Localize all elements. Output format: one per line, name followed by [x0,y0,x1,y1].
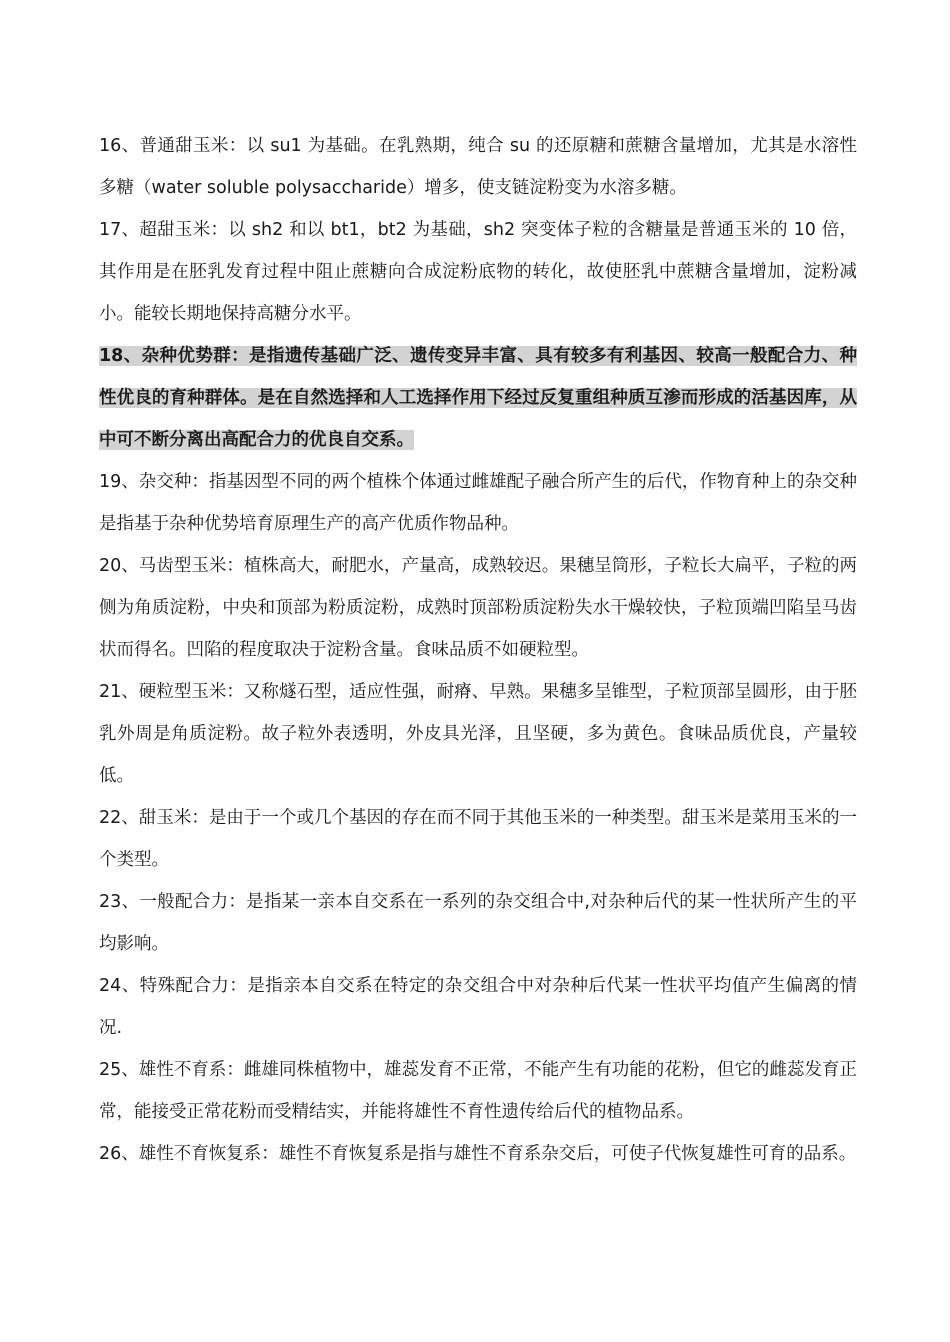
paragraph-23: 23、一般配合力：是指某一亲本自交系在一系列的杂交组合中,对杂种后代的某一性状所产生的平均影响。 [99,892,857,954]
paragraph-21: 21、硬粒型玉米：又称燧石型，适应性强，耐瘠、早熟。果穗多呈锥型，子粒顶部呈圆形，由于胚乳外周是角质淀粉。故子粒外表透明，外皮具光泽，且坚硬，多为黄色。食味品质优良，产量较低。 [99,682,857,786]
paragraph-20: 20、马齿型玉米：植株高大，耐肥水，产量高，成熟较迟。果穗呈筒形，子粒长大扁平，子粒的两侧为角质淀粉，中央和顶部为粉质淀粉，成熟时顶部粉质淀粉失水干燥较快，子粒顶端凹陷呈马齿状而得名。凹陷的程度取决于淀粉含量。食味品质不如硬粒型。 [99,556,857,660]
paragraph-24: 24、特殊配合力：是指亲本自交系在特定的杂交组合中对杂种后代某一性状平均值产生偏离的情况. [99,976,857,1038]
paragraph-25: 25、雄性不育系：雌雄同株植物中，雄蕊发育不正常，不能产生有功能的花粉，但它的雌蕊发育正常，能接受正常花粉而受精结实，并能将雄性不育性遗传给后代的植物品系。 [99,1060,857,1122]
paragraph-19: 19、杂交种：指基因型不同的两个植株个体通过雌雄配子融合所产生的后代，作物育种上的杂交种是指基于杂种优势培育原理生产的高产优质作物品种。 [99,472,857,534]
paragraph-16: 16、普通甜玉米：以 su1 为基础。在乳熟期，纯合 su 的还原糖和蔗糖含量增加，尤其是水溶性多糖（water soluble polysaccharide）增多，使支链淀粉变为水溶多糖。 [99,136,857,198]
paragraph-22: 22、甜玉米：是由于一个或几个基因的存在而不同于其他玉米的一种类型。甜玉米是菜用玉米的一个类型。 [99,808,857,870]
paragraph-18-highlighted [99,335,857,461]
document-body [99,125,857,1175]
paragraph-17: 17、超甜玉米：以 sh2 和以 bt1，bt2 为基础，sh2 突变体子粒的含糖量是普通玉米的 10 倍，其作用是在胚乳发育过程中阻止蔗糖向合成淀粉底物的转化，故使胚乳中蔗糖含量增加，淀粉减小。能较长期地保持高糖分水平。 [99,220,857,324]
highlighted-text: 18、杂种优势群：是指遗传基础广泛、遗传变异丰富、具有较多有利基因、较高一般配合力、种性优良的育种群体。是在自然选择和人工选择作用下经过反复重组种质互渗而形成的活基因库，从中可不断分离出高配合力的优良自交系。 [99,346,857,450]
paragraph-26: 26、雄性不育恢复系：雄性不育恢复系是指与雄性不育系杂交后，可使子代恢复雄性可育的品系。 [99,1144,857,1164]
